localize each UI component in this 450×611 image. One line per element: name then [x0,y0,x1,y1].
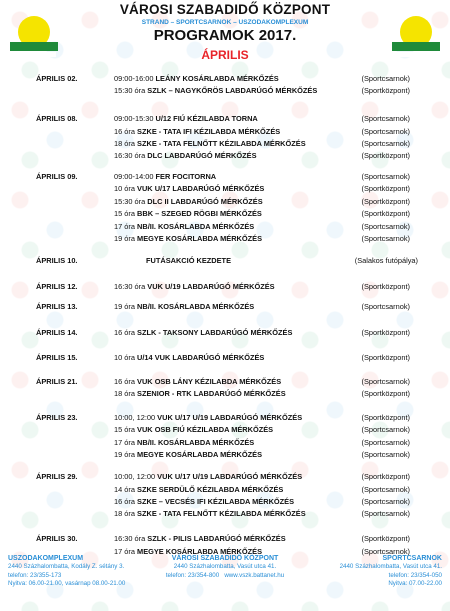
row-time: 16 óra [114,497,135,506]
schedule-row [0,126,450,138]
schedule-row [0,281,450,293]
schedule-row [0,388,450,400]
footer [0,555,450,611]
row-event [114,73,279,85]
schedule-row [0,85,450,97]
row-time: 15:30 óra [114,197,146,206]
org-subtitle: STRAND – SPORTCSARNOK – USZODAKOMPLEXUM [141,19,309,26]
row-place: (Sportcsarnok) [361,438,410,447]
schedule-row [0,484,450,496]
row-title: SZKE – VECSÉS IFI KÉZILABDA MÉRKŐZÉS [137,497,295,506]
row-time: 15:30 óra [114,86,146,95]
row-event [114,449,262,461]
row-place: (Sportközpont) [361,197,410,206]
schedule-row [0,171,450,183]
row-time: 10 óra [114,353,135,362]
row-time: 17 óra [114,438,135,447]
row-title: VUK U/17 LABDARÚGÓ MÉRKŐZÉS [137,184,265,193]
schedule-row [0,150,450,162]
row-place: (Sportcsarnok) [361,450,410,459]
schedule-row [0,327,450,339]
row-event [114,484,283,496]
row-title: MEGYE KOSÁRLABDA MÉRKŐZÉS [137,450,262,459]
row-time: 19 óra [114,302,135,311]
row-date: ÁPRILIS 12. [36,282,78,291]
footer-center-address: 2440 Százhalombatta, Vasút utca 41. [173,563,277,571]
footer-hall-phone: telefon: 23/354-050 [388,571,442,579]
row-title: NB/II. KOSÁRLABDA MÉRKŐZÉS [137,302,255,311]
row-time: 09:00-16:00 [114,74,154,83]
row-place: (Salakos futópálya) [354,256,418,265]
row-event [114,424,273,436]
row-event [114,208,262,220]
row-date: ÁPRILIS 29. [36,472,78,481]
row-event [114,183,264,195]
program-title: PROGRAMOK 2017. [153,27,297,44]
row-title: DLC LABDARÚGÓ MÉRKŐZÉS [147,151,257,160]
row-title: DLC II LABDARÚGÓ MÉRKŐZÉS [147,197,263,206]
row-date: ÁPRILIS 13. [36,302,78,311]
row-event [114,412,302,424]
row-event [114,388,286,400]
schedule-row [0,533,450,545]
row-event [114,281,275,293]
row-event [114,508,306,520]
schedule-row [0,352,450,364]
row-place: (Sportközpont) [361,413,410,422]
schedule-row [0,471,450,483]
row-place: (Sportközpont) [361,328,410,337]
row-place: (Sportközpont) [361,472,410,481]
row-event [114,150,257,162]
footer-center-web[interactable]: www.vszk.battanet.hu [224,571,285,579]
schedule-row [0,376,450,388]
row-title: SZKE - TATA FELNŐTT KÉZILABDA MÉRKŐZÉS [137,139,306,148]
row-title: MEGYE KOSÁRLABDA MÉRKŐZÉS [137,547,262,556]
schedule-row [0,221,450,233]
row-time: 10:00, 12:00 [114,472,156,481]
schedule-row [0,301,450,313]
row-place: (Sportcsarnok) [361,114,410,123]
row-event [114,376,281,388]
footer-pool-hours: Nyitva: 06.00-21.00, vasárnap 08.00-21.00 [8,580,126,588]
row-time: 18 óra [114,509,135,518]
row-time: 16:30 óra [114,534,146,543]
row-title: VUK OSB LÁNY KÉZILABDA MÉRKŐZÉS [137,377,282,386]
row-place: (Sportközpont) [361,184,410,193]
footer-hall-title: SPORTCSARNOK [382,555,442,562]
row-event [114,85,317,97]
row-time: 10:00, 12:00 [114,413,156,422]
footer-center-title: VÁROSI SZABADIDŐ KÖZPONT [171,555,279,562]
schedule-row [0,437,450,449]
row-place: (Sportcsarnok) [361,485,410,494]
row-place: (Sportcsarnok) [361,234,410,243]
row-title: VUK U/19 LABDARÚGÓ MÉRKŐZÉS [147,282,275,291]
row-event [114,113,258,125]
row-event [114,301,254,313]
row-time: 16 óra [114,377,135,386]
row-event [114,352,264,364]
row-time: 10 óra [114,184,135,193]
row-date: ÁPRILIS 30. [36,534,78,543]
row-event [146,255,231,267]
row-time: 16:30 óra [114,282,146,291]
row-place: (Sportcsarnok) [361,74,410,83]
row-time: 15 óra [114,209,135,218]
row-date: ÁPRILIS 15. [36,353,78,362]
row-date: ÁPRILIS 14. [36,328,78,337]
footer-pool-address: 2440 Százhalombatta, Kodály Z. sétány 3. [8,563,125,571]
row-event [114,171,216,183]
row-title: BBK – SZEGED RÖGBI MÉRKŐZÉS [137,209,262,218]
row-title: LEÁNY KOSÁRLABDA MÉRKŐZÉS [155,74,279,83]
row-date: ÁPRILIS 23. [36,413,78,422]
row-time: 19 óra [114,450,135,459]
row-time: 15 óra [114,425,135,434]
row-title: NB/II. KOSÁRLABDA MÉRKŐZÉS [137,222,255,231]
schedule-row [0,255,450,267]
row-place: (Sportcsarnok) [361,377,410,386]
footer-hall-hours: Nyitva: 07.00-22.00 [388,580,442,588]
footer-pool-title: USZODAKOMPLEXUM [8,555,84,562]
schedule-row [0,412,450,424]
schedule-row [0,113,450,125]
row-event [114,327,292,339]
row-date: ÁPRILIS 21. [36,377,78,386]
footer-pool-phone: telefon: 23/355-173 [8,571,62,579]
row-title: VUK U/17 U/19 LABDARÚGÓ MÉRKŐZÉS [157,413,303,422]
schedule-row [0,73,450,85]
row-title: VUK OSB FIÚ KÉZILABDA MÉRKŐZÉS [137,425,274,434]
row-time: 16:30 óra [114,151,146,160]
schedule-row [0,424,450,436]
row-event [114,471,302,483]
row-event [114,496,294,508]
row-time: 09:00-14:00 [114,172,154,181]
row-title: NB/II. KOSÁRLABDA MÉRKŐZÉS [137,438,255,447]
schedule-row [0,208,450,220]
row-time: 14 óra [114,485,135,494]
row-place: (Sportközpont) [361,209,410,218]
row-title: SZLK - TAKSONY LABDARÚGÓ MÉRKŐZÉS [137,328,293,337]
row-place: (Sportcsarnok) [361,222,410,231]
row-title: SZLK - PILIS LABDARÚGÓ MÉRKŐZÉS [147,534,286,543]
row-place: (Sportközpont) [361,86,410,95]
schedule-row [0,233,450,245]
row-place: (Sportcsarnok) [361,509,410,518]
row-time: 19 óra [114,234,135,243]
row-title: MEGYE KOSÁRLABDA MÉRKŐZÉS [137,234,262,243]
row-time: 16 óra [114,127,135,136]
row-title: SZKE SERDÜLŐ KÉZILABDA MÉRKŐZÉS [137,485,284,494]
row-event [114,138,306,150]
row-time: 17 óra [114,222,135,231]
schedule-row [0,449,450,461]
schedule-row [0,496,450,508]
row-place: (Sportközpont) [361,534,410,543]
row-title: SZKE - TATA IFI KÉZILABDA MÉRKŐZÉS [137,127,281,136]
row-place: (Sportcsarnok) [361,127,410,136]
row-title: U/12 FIÚ KÉZILABDA TORNA [155,114,258,123]
row-place: (Sportközpont) [361,151,410,160]
row-title: SZKE - TATA FELNŐTT KÉZILABDA MÉRKŐZÉS [137,509,306,518]
row-title: SZENIOR - RTK LABDARÚGÓ MÉRKŐZÉS [137,389,286,398]
row-title: VUK U/17 U/19 LABDARÚGÓ MÉRKŐZÉS [157,472,303,481]
row-event [114,196,263,208]
row-title: FER FOCITORNA [155,172,217,181]
row-time: 17 óra [114,547,135,556]
row-time: 18 óra [114,389,135,398]
footer-hall [340,555,442,589]
row-time: 16 óra [114,328,135,337]
row-place: (Sportcsarnok) [361,497,410,506]
row-event [114,533,286,545]
footer-hall-address: 2440 Százhalombatta, Vasút utca 41. [339,563,442,571]
schedule-row [0,138,450,150]
row-date: ÁPRILIS 02. [36,74,78,83]
row-date: ÁPRILIS 08. [36,114,78,123]
row-place: (Sportcsarnok) [361,172,410,181]
row-title: FUTÁSAKCIÓ KEZDETE [146,256,231,265]
row-title: U/14 VUK LABDARÚGÓ MÉRKŐZÉS [137,353,265,362]
schedule-row [0,196,450,208]
row-place: (Sportcsarnok) [361,425,410,434]
row-place: (Sportközpont) [361,353,410,362]
row-date: ÁPRILIS 10. [36,256,78,265]
month-title: ÁPRILIS [201,48,249,62]
row-title: SZLK – NAGYKŐRÖS LABDARÚGÓ MÉRKŐZÉS [147,86,318,95]
schedule-row [0,183,450,195]
row-place: (Sportcsarnok) [361,139,410,148]
footer-center-phone: telefon: 23/354-800 [165,571,220,579]
row-time: 09:00-15:30 [114,114,154,123]
schedule-row [0,508,450,520]
row-event [114,437,254,449]
row-event [114,221,254,233]
row-place: (Sportközpont) [361,389,410,398]
row-date: ÁPRILIS 09. [36,172,78,181]
org-title: VÁROSI SZABADIDŐ KÖZPONT [119,2,331,17]
row-place: (Sportcsarnok) [361,302,410,311]
row-event [114,233,262,245]
row-place: (Sportközpont) [361,282,410,291]
row-time: 18 óra [114,139,135,148]
row-place: (Sportcsarnok) [361,547,410,556]
row-event [114,126,280,138]
